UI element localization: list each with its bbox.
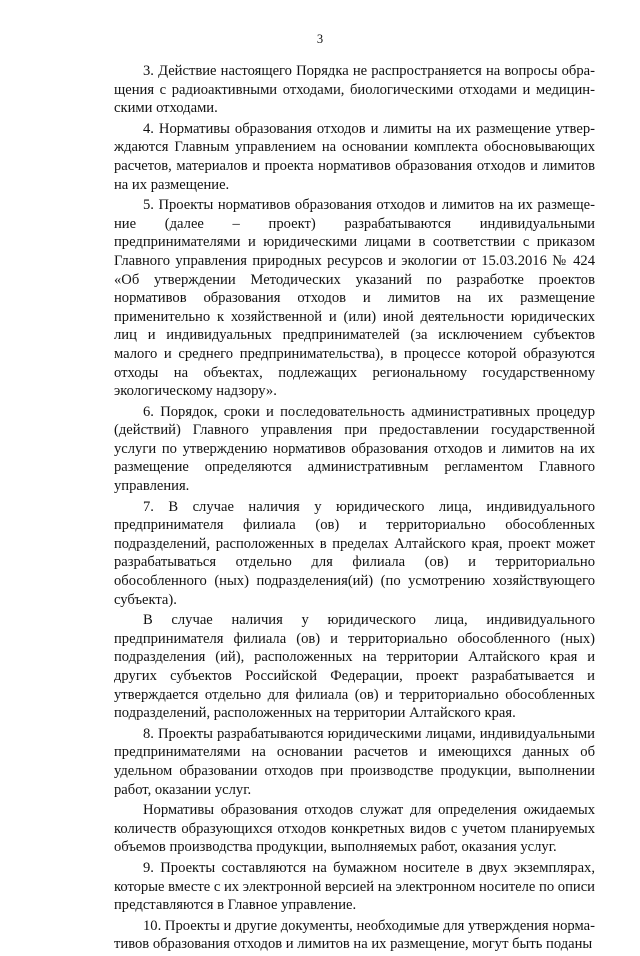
paragraph-item-10: 10. Проекты и другие документы, необходимые для утверждения нормативов образования отходов и лимитов на их размещение, могут быть поданы <box>114 917 595 953</box>
paragraph-item-5: 5. Проекты нормативов образования отходов и лимитов на их размещение (далее – проект) разрабатываются индивидуальными предпринимателями и юридическими лицами в соответствии с приказом Главного управления природных ресурсов и экологии от 15.03.2016 № 424 «Об утверждении Методических указаний по разработке проектов нормативов образования отходов и лимитов на их размещение применительно к хозяйственной и (или) иной деятельности юридических лиц и индивидуальных предпринимателей (за исключением субъектов малого и среднего предпринимательства), в процессе которой образуются отходы на объектах, подлежащих региональному государственному экологическому надзору». <box>114 197 595 400</box>
paragraph-item-7: 7. В случае наличия у юридического лица, индивидуального предпринимателя филиала (ов) и территориально обособленных подразделений, расположенных в пределах Алтайского края, проект может разрабатываться отдельно для филиала (ов) и территориально обособленного (ных) подразделения(ий) (по усмотрению хозяйствующего субъекта). <box>114 498 595 608</box>
paragraph-item-3: 3. Действие настоящего Порядка не распространяется на вопросы обращения с радиоактивными отходами, биологическими отходами и медицинскими отходами. <box>114 63 595 117</box>
document-body <box>114 62 595 956</box>
paragraph-item-9: 9. Проекты составляются на бумажном носителе в двух экземплярах, которые вместе с их электронной версией на электронном носителе по описи представляются в Главное управление. <box>114 859 595 914</box>
paragraph-item-8-continued: Нормативы образования отходов служат для определения ожидаемых количеств образующихся отходов конкретных видов с учетом планируемых объемов производства продукции, выполняемых работ, оказания услуг. <box>114 802 595 856</box>
page-number: 3 <box>316 32 324 46</box>
paragraph-item-6: 6. Порядок, сроки и последовательность административных процедур (действий) Главного управления при предоставлении государственной услуги по утверждению нормативов образования отходов и лимитов на их размещение определяются административным регламентом Главного управления. <box>114 403 595 495</box>
paragraph-item-4: 4. Нормативы образования отходов и лимиты на их размещение утверждаются Главным управлением на основании комплекта обосновывающих расчетов, материалов и проекта нормативов образования отходов и лимитов на их размещение. <box>114 120 595 193</box>
paragraph-item-7-continued: В случае наличия у юридического лица, индивидуального предпринимателя филиала (ов) и территориально обособленного (ных) подразделения (ий), расположенных на территории Алтайского края и других субъектов Российской Федерации, проект разрабатывается и утверждается отдельно для филиала (ов) и территориально обособленных подразделений, расположенных на территории Алтайского края. <box>114 612 595 722</box>
paragraph-item-8: 8. Проекты разрабатываются юридическими лицами, индивидуальными предпринимателями на основании расчетов и имеющихся данных об удельном образовании отходов при производстве продукции, выполнении работ, оказании услуг. <box>114 725 595 798</box>
